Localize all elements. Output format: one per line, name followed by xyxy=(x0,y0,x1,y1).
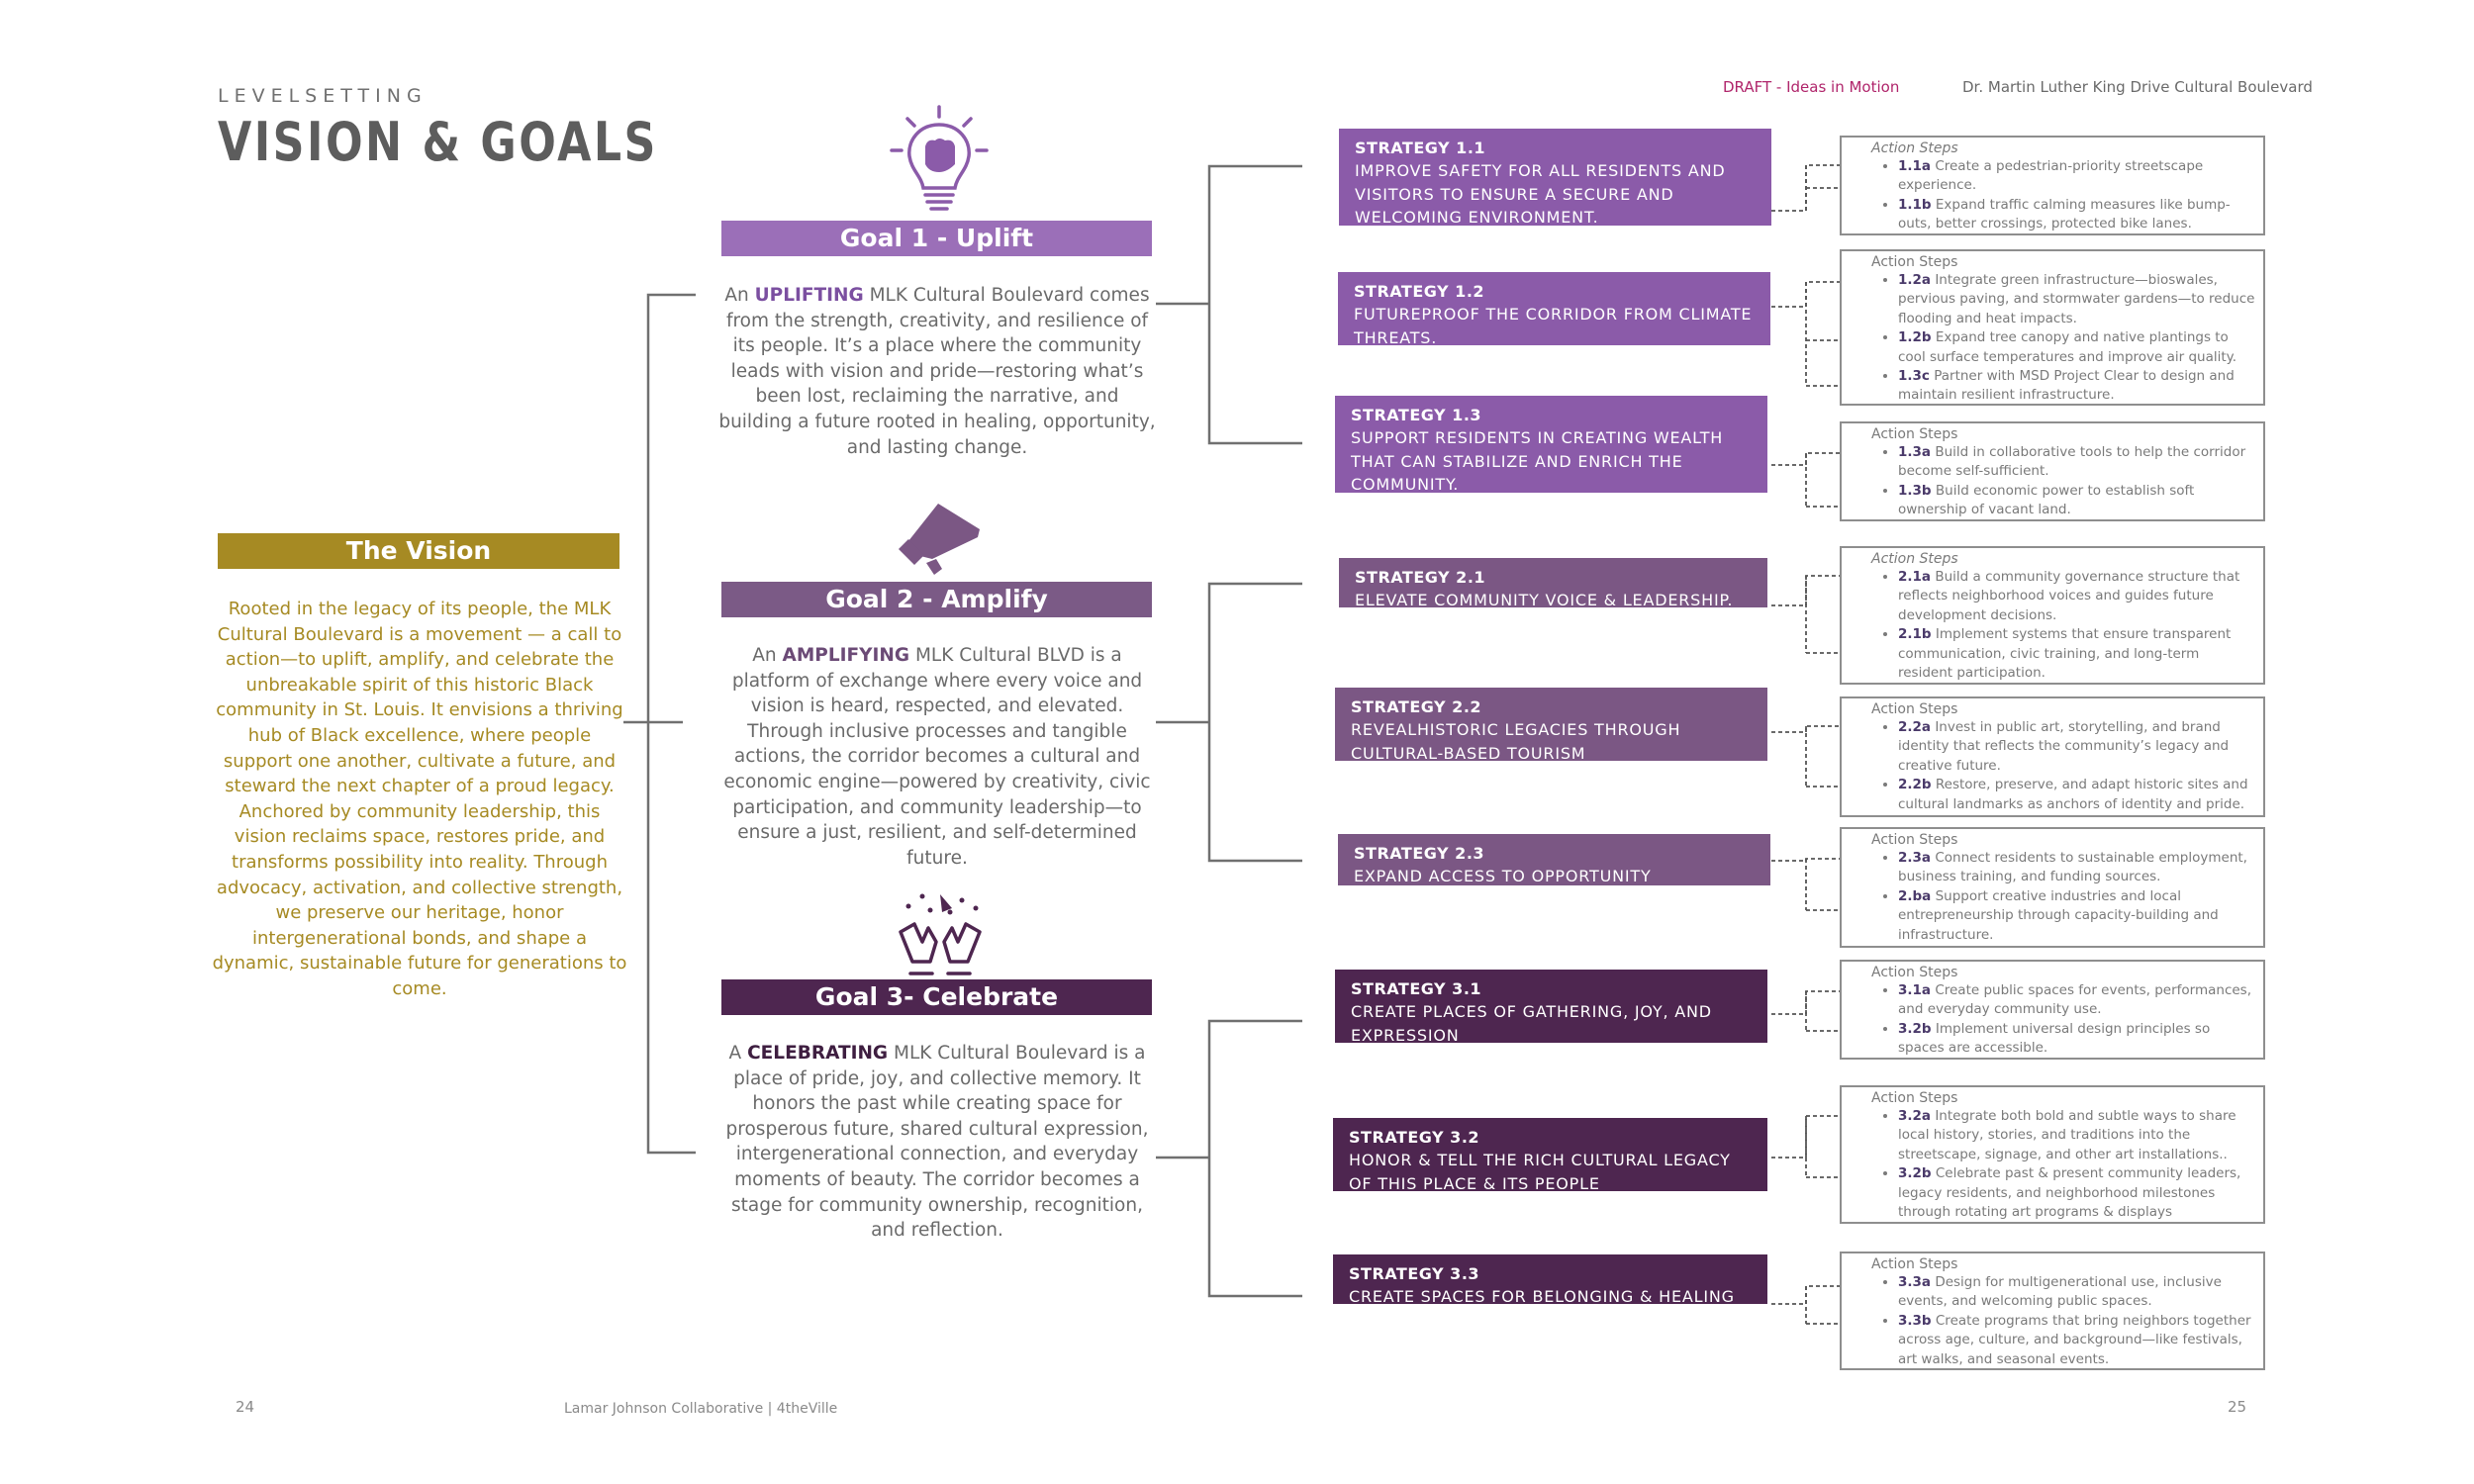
goal-2-text: An AMPLIFYING MLK Cultural BLVD is a platform of exchange where every voice and vision is heard, respected, and elevated. Through inclusive processes and tangible actions, the corridor becomes a cultural and economic engine—powered by creativity, civic participation, and community leadership—to ensure a just, resilient, and self-determined future. xyxy=(723,645,1151,869)
action-steps-1-2: Action Steps • 1.2a Integrate green infrastructure—bioswales, pervious paving, and stormwater gardens—to reduce flooding and heat impacts. • 1.2b Expand tree canopy and native plantings to cool surface temperatures and improve air quality. • 1.3c Partner with MSD Project Clear to design and maintain resilient infrastructure. xyxy=(1840,249,2265,406)
list-item: • 2.ba Support creative industries and local entrepreneurship through capacity-building and infrastructure. xyxy=(1898,887,2257,945)
goal-3-keyword: CELEBRATING xyxy=(747,1043,889,1064)
list-item: • 1.2a Integrate green infrastructure—bioswales, pervious paving, and stormwater gardens—to reduce flooding and heat impacts. xyxy=(1898,271,2257,328)
list-item: • 1.1a Create a pedestrian-priority streetscape experience. xyxy=(1898,157,2257,196)
list-item: • 2.1a Build a community governance structure that reflects neighborhood voices and guides future development decisions. xyxy=(1898,568,2257,625)
action-steps-2-2: Action Steps • 2.2a Invest in public art, storytelling, and brand identity that reflects the community’s legacy and creative future. • 2.2b Restore, preserve, and adapt historic sites and cultural landmarks as anchors of identity and pride. xyxy=(1840,696,2265,817)
list-item: • 3.1a Create public spaces for events, performances, and everyday community use. xyxy=(1898,981,2257,1020)
page-number-right: 25 xyxy=(2228,1398,2247,1416)
action-steps-3-2: Action Steps • 3.2a Integrate both bold and subtle ways to share local history, stories, and traditions into the streetscape, signage, and other art installations.. • 3.2b Celebrate past & present community leaders, legacy residents, and neighborhood milestones through rotating art programs & displays xyxy=(1840,1085,2265,1224)
strategy-3-3: STRATEGY 3.3 CREATE SPACES FOR BELONGING & HEALING xyxy=(1333,1254,1767,1304)
action-steps-1-1: Action Steps • 1.1a Create a pedestrian-priority streetscape experience. • 1.1b Expand traffic calming measures like bump-outs, better crossings, protected bike lanes. xyxy=(1840,136,2265,235)
goal-1-text: An UPLIFTING MLK Cultural Boulevard comes from the strength, creativity, and resilience of its people. It’s a place where the community leads with vision and pride—restoring what’s been lost, reclaiming the narrative, and building a future rooted in healing, opportunity, and lasting change. xyxy=(718,285,1156,458)
vision-text: Rooted in the legacy of its people, the MLK Cultural Boulevard is a movement — a call to action—to uplift, amplify, and celebrate the unbreakable spirit of this historic Black community in St. Louis. It envisions a thriving hub of Black excellence, where people support one another, cultivate a future, and steward the next chapter of a proud legacy. Anchored by community leadership, this vision reclaims space, restores pride, and transforms possibility into reality. Through advocacy, activation, and collective strength, we preserve our heritage, honor intergenerational bonds, and shape a dynamic, sustainable future for generations to come. xyxy=(212,599,627,999)
list-item: • 2.2b Restore, preserve, and adapt historic sites and cultural landmarks as anchors of identity and pride. xyxy=(1898,776,2257,814)
vision-title: The Vision xyxy=(218,533,619,569)
action-steps-1-3: Action Steps • 1.3a Build in collaborative tools to help the corridor become self-sufficient. • 1.3b Build economic power to establish soft ownership of vacant land. xyxy=(1840,421,2265,521)
strategy-1-2: STRATEGY 1.2 FUTUREPROOF THE CORRIDOR FROM CLIMATE THREATS. xyxy=(1338,272,1770,345)
goal-3-title: Goal 3- Celebrate xyxy=(721,979,1152,1015)
project-title: Dr. Martin Luther King Drive Cultural Boulevard xyxy=(1962,78,2313,96)
lightbulb-fist-icon xyxy=(886,99,993,218)
celebrating-hands-icon xyxy=(891,890,990,979)
strategy-2-2: STRATEGY 2.2 REVEALHISTORIC LEGACIES THROUGH CULTURAL-BASED TOURISM xyxy=(1335,688,1767,761)
list-item: • 3.2a Integrate both bold and subtle ways to share local history, stories, and traditions into the streetscape, signage, and other art installations.. xyxy=(1898,1107,2257,1164)
list-item: • 2.2a Invest in public art, storytelling, and brand identity that reflects the community’s legacy and creative future. xyxy=(1898,718,2257,776)
strategy-3-2: STRATEGY 3.2 HONOR & TELL THE RICH CULTURAL LEGACY OF THIS PLACE & ITS PEOPLE xyxy=(1333,1118,1767,1191)
list-item: • 1.2b Expand tree canopy and native plantings to cool surface temperatures and improve air quality. xyxy=(1898,328,2257,367)
goal-3-text: A CELEBRATING MLK Cultural Boulevard is a place of pride, joy, and collective memory. It honors the past while creating space for prosperous future, shared cultural expression, intergenerational connection, and everyday moments of beauty. The corridor becomes a stage for community ownership, recognition, and reflection. xyxy=(725,1043,1149,1242)
list-item: • 1.3a Build in collaborative tools to help the corridor become self-sufficient. xyxy=(1898,443,2257,482)
strategy-3-1: STRATEGY 3.1 CREATE PLACES OF GATHERING, JOY, AND EXPRESSION xyxy=(1335,970,1767,1043)
goal-1-title: Goal 1 - Uplift xyxy=(721,221,1152,256)
strategy-2-1: STRATEGY 2.1 ELEVATE COMMUNITY VOICE & LEADERSHIP. xyxy=(1339,558,1767,607)
list-item: • 3.3b Create programs that bring neighbors together across age, culture, and background—like festivals, art walks, and seasonal events. xyxy=(1898,1312,2257,1369)
list-item: • 3.2b Implement universal design principles so spaces are accessible. xyxy=(1898,1020,2257,1059)
list-item: • 1.1b Expand traffic calming measures like bump-outs, better crossings, protected bike lanes. xyxy=(1898,196,2257,234)
section-eyebrow: LEVELSETTING xyxy=(218,85,428,107)
megaphone-icon xyxy=(891,490,990,579)
list-item: • 1.3c Partner with MSD Project Clear to design and maintain resilient infrastructure. xyxy=(1898,367,2257,406)
page-title: VISION & GOALS xyxy=(218,111,658,173)
goal-2-title: Goal 2 - Amplify xyxy=(721,582,1152,617)
goal-1-keyword: UPLIFTING xyxy=(754,285,864,306)
list-item: • 1.3b Build economic power to establish soft ownership of vacant land. xyxy=(1898,482,2257,520)
strategy-2-3: STRATEGY 2.3 EXPAND ACCESS TO OPPORTUNITY xyxy=(1338,834,1770,885)
list-item: • 2.1b Implement systems that ensure transparent communication, civic training, and long-term resident participation. xyxy=(1898,625,2257,683)
goal-2-keyword: AMPLIFYING xyxy=(782,645,910,666)
strategy-1-3: STRATEGY 1.3 SUPPORT RESIDENTS IN CREATING WEALTH THAT CAN STABILIZE AND ENRICH THE COMMUNITY. xyxy=(1335,396,1767,493)
strategy-1-1: STRATEGY 1.1 IMPROVE SAFETY FOR ALL RESIDENTS AND VISITORS TO ENSURE A SECURE AND WELCOMING ENVIRONMENT. xyxy=(1339,129,1771,226)
page-number-left: 24 xyxy=(236,1398,255,1416)
action-steps-3-1: Action Steps • 3.1a Create public spaces for events, performances, and everyday community use. • 3.2b Implement universal design principles so spaces are accessible. xyxy=(1840,960,2265,1060)
list-item: • 3.2b Celebrate past & present community leaders, legacy residents, and neighborhood milestones through rotating art programs & displays xyxy=(1898,1164,2257,1222)
list-item: • 2.3a Connect residents to sustainable employment, business training, and funding sources. xyxy=(1898,849,2257,887)
footer-credit: Lamar Johnson Collaborative | 4theVille xyxy=(564,1401,838,1417)
list-item: • 3.3a Design for multigenerational use, inclusive events, and welcoming public spaces. xyxy=(1898,1273,2257,1312)
action-steps-3-3: Action Steps • 3.3a Design for multigenerational use, inclusive events, and welcoming public spaces. • 3.3b Create programs that bring neighbors together across age, culture, and background—like festivals, art walks, and seasonal events. xyxy=(1840,1252,2265,1370)
action-steps-2-3: Action Steps • 2.3a Connect residents to sustainable employment, business training, and funding sources. • 2.ba Support creative industries and local entrepreneurship through capacity-building and infrastructure. xyxy=(1840,827,2265,948)
action-steps-2-1: Action Steps • 2.1a Build a community governance structure that reflects neighborhood voices and guides future development decisions. • 2.1b Implement systems that ensure transparent communication, civic training, and long-term resident participation. xyxy=(1840,546,2265,685)
draft-label: DRAFT - Ideas in Motion xyxy=(1723,78,1900,96)
